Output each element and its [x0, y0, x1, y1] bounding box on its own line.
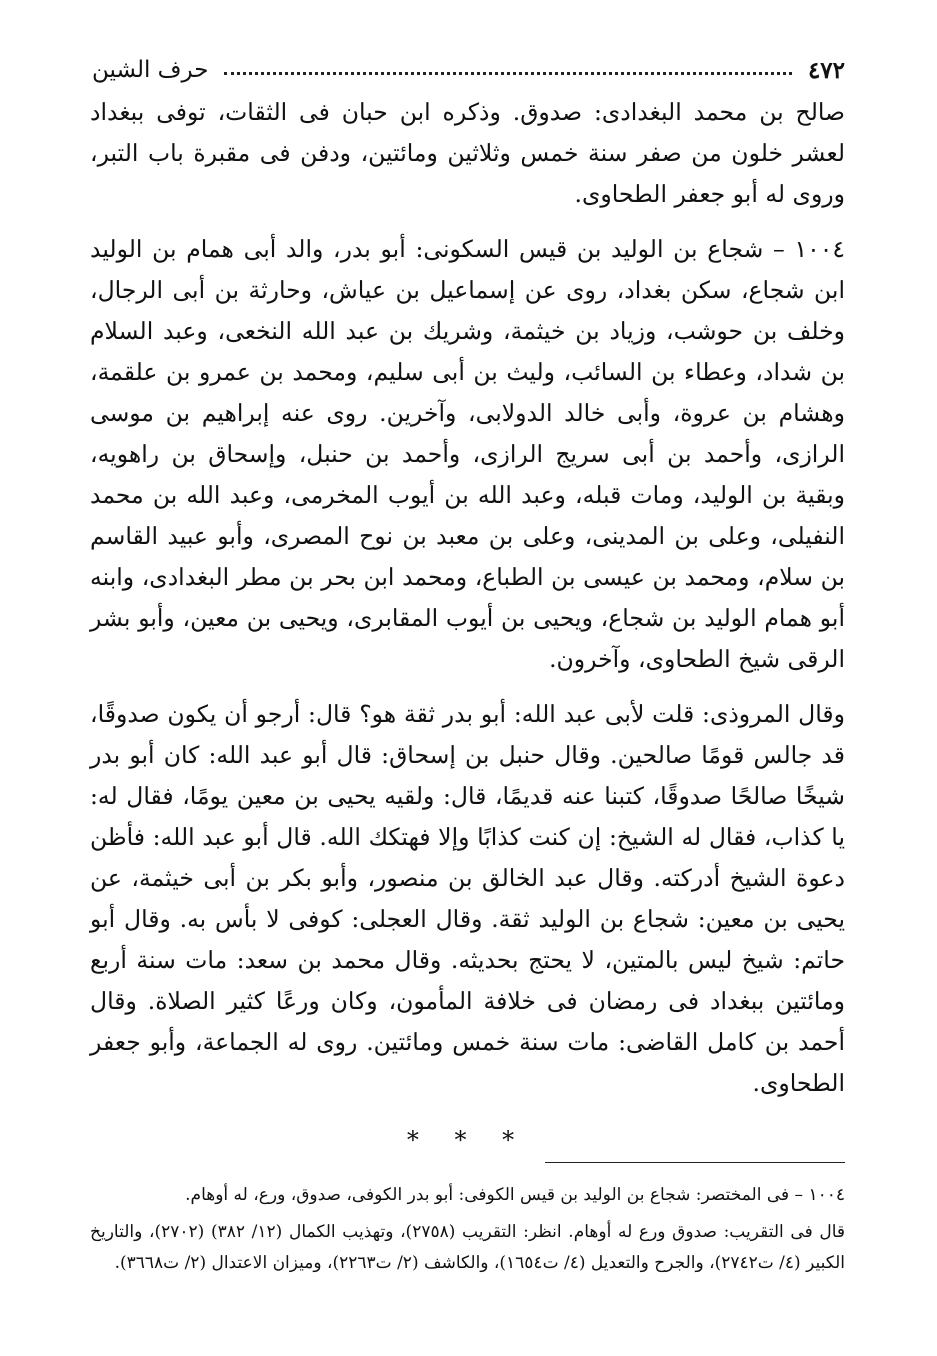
paragraph-assessment: وقال المروذى: قلت لأبى عبد الله: أبو بدر ثقة هو؟ قال: أرجو أن يكون صدوقًا، قد جالس قومًا صالحين. وقال حنبل بن إسحاق: قال أبو عبد الله: كان أبو بدر شيخًا صالحًا صدوقًا، كتبنا عنه قديمًا، قال: ولقيه يحيى بن معين يومًا، فقال له: يا كذاب، فقال له الشيخ: إن كنت كذابًا وإلا فهتكك الله. قال أبو عبد الله: فأظن دعوة الشيخ أدركته. وقال عبد الخالق بن منصور، وأبو بكر بن أبى خيثمة، عن يحيى بن معين: شجاع بن الوليد ثقة. وقال العجلى: كوفى لا بأس به. وقال أبو حاتم: شيخ ليس بالمتين، لا يحتج بحديثه. وقال محمد بن سعد: مات سنة أربع ومائتين ببغداد فى رمضان فى خلافة المأمون، وكان ورعًا كثير الصلاة. وقال أحمد بن كامل القاضى: مات سنة خمس ومائتين. روى له الجماعة، وأبو جعفر الطحاوى. — [90, 700, 845, 1097]
main-text — [90, 92, 845, 1161]
page-number: ٤٧٢ — [807, 56, 845, 84]
footnote-2: قال فى التقريب: صدوق ورع له أوهام. انظر: التقريب (٢٧٥٨)، وتهذيب الكمال (١٢/ ٣٨٢) (٢٧٠٢)، والتاريخ الكبير (٤/ ت٢٧٤٢)، والجرح والتعديل (٤/ ت١٦٥٤)، والكاشف (٢/ ت٢٢٦٣)، وميزان الاعتدال (٢/ ت٣٦٦٨). — [90, 1222, 846, 1273]
entry-paragraph — [90, 229, 845, 680]
chapter-title: حرف الشين — [92, 57, 209, 83]
footnote-divider — [545, 1162, 845, 1163]
entry-number: ١٠٠٤ – — [773, 235, 845, 263]
page-header — [92, 52, 845, 88]
entry-text: شجاع بن الوليد بن قيس السكونى: أبو بدر، والد أبى همام بن الوليد ابن شجاع، سكن بغداد، روى عن إسماعيل بن عياش، وحارثة بن أبى الرجال، وخلف بن حوشب، وزياد بن خيثمة، وشريك بن عبد الله النخعى، وعبد السلام بن شداد، وعطاء بن السائب، وليث بن أبى سليم، ومحمد بن عمرو بن علقمة، وهشام بن عروة، وأبى خالد الدولابى، وآخرين. روى عنه إبراهيم بن موسى الرازى، وأحمد بن أبى سريج الرازى، وأحمد بن حنبل، وإسحاق بن راهويه، وبقية بن الوليد، ومات قبله، وعبد الله بن أيوب المخرمى، وعبد الله بن محمد النفيلى، وعلى بن المدينى، وعلى بن معبد بن نوح المصرى، وأبو عبيد القاسم بن سلام، ومحمد بن عيسى بن الطباع، ومحمد ابن بحر بن مطر البغدادى، وابنه أبو همام الوليد بن شجاع، ويحيى بن أيوب المقابرى، ويحيى بن معين، وأبو بشر الرقى شيخ الطحاوى، وآخرون. — [90, 235, 845, 673]
paragraph-continuation: صالح بن محمد البغدادى: صدوق. وذكره ابن حبان فى الثقات، توفى ببغداد لعشر خلون من صفر سنة خمس وثلاثين ومائتين، ودفن فى مقبرة باب التبر، وروى له أبو جعفر الطحاوى. — [90, 98, 845, 208]
dot-leader — [224, 72, 792, 75]
footnote-1: ١٠٠٤ – فى المختصر: شجاع بن الوليد بن قيس الكوفى: أبو بدر الكوفى، صدوق، ورع، له أوهام. — [185, 1185, 845, 1205]
section-ornament: * * * — [406, 1126, 529, 1154]
footnotes — [90, 1180, 845, 1279]
